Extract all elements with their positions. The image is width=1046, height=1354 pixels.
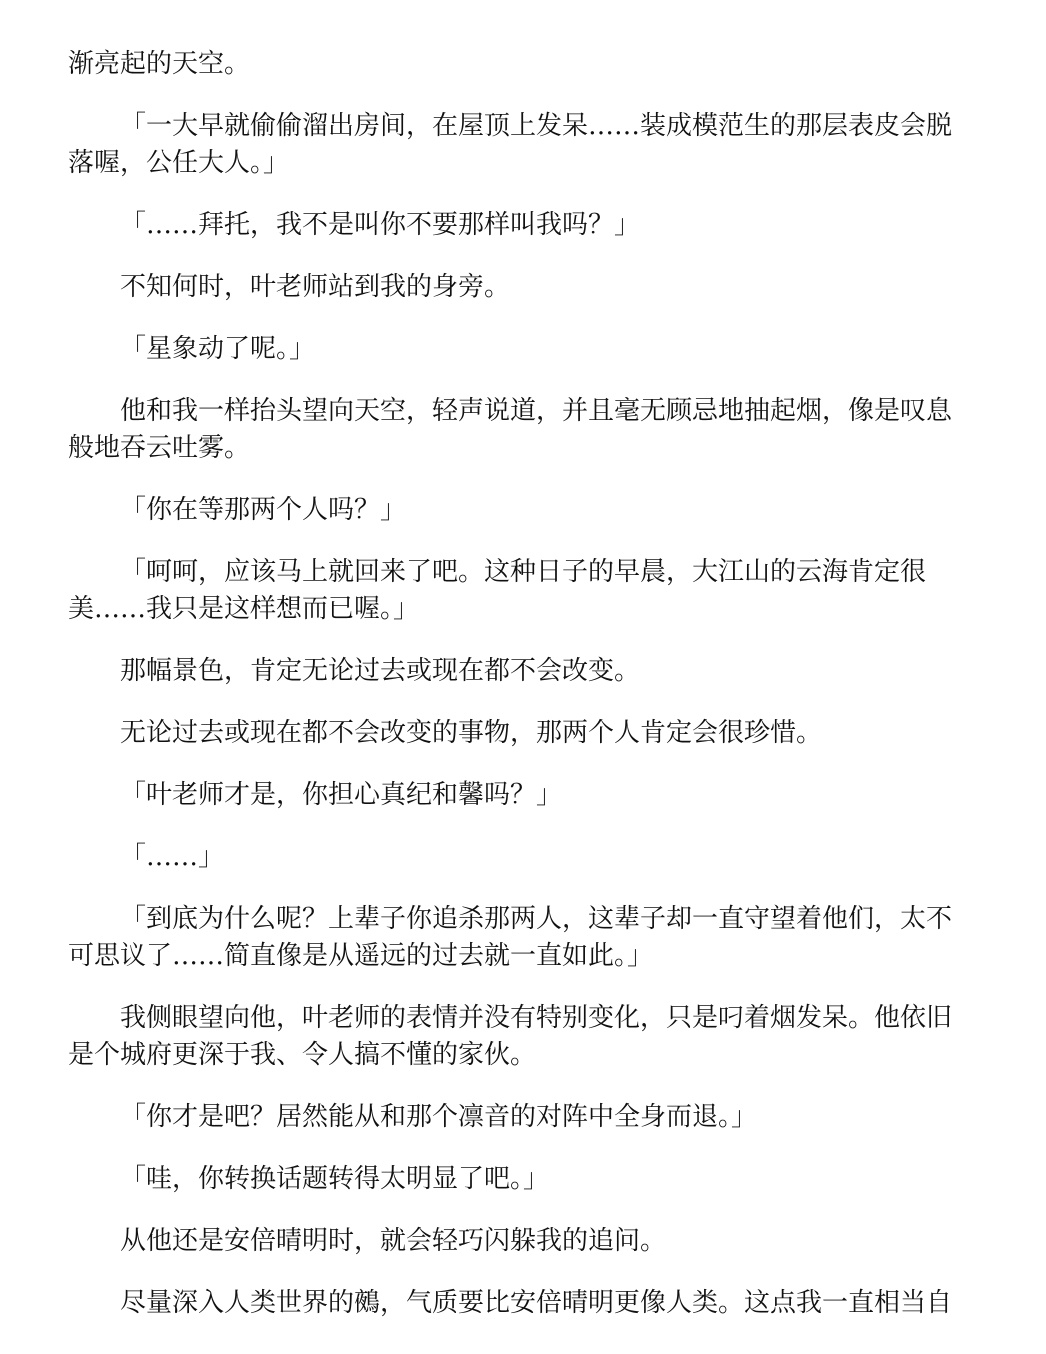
paragraph-2: 「一大早就偷偷溜出房间，在屋顶上发呆……装成模范生的那层表皮会脱落喔，公任大人。」: [68, 111, 953, 178]
paragraph-5: 「星象动了呢。」: [120, 334, 316, 364]
paragraph-14: 我侧眼望向他，叶老师的表情并没有特别变化，只是叼着烟发呆。他依旧是个城府更深于我、令人搞不懂的家伙。: [68, 1003, 953, 1070]
paragraph-6: 他和我一样抬头望向天空，轻声说道，并且毫无顾忌地抽起烟，像是叹息般地吞云吐雾。: [68, 396, 953, 463]
paragraph-1: 渐亮起的天空。: [68, 49, 251, 79]
paragraph-10: 无论过去或现在都不会改变的事物，那两个人肯定会很珍惜。: [120, 718, 823, 748]
paragraph-17: 从他还是安倍晴明时，就会轻巧闪躲我的追问。: [120, 1226, 667, 1256]
paragraph-18: 尽量深入人类世界的鵺，气质要比安倍晴明更像人类。这点我一直相当自: [120, 1288, 953, 1318]
paragraph-11: 「叶老师才是，你担心真纪和馨吗？」: [120, 780, 563, 810]
paragraph-9: 那幅景色，肯定无论过去或现在都不会改变。: [120, 656, 641, 686]
paragraph-3: 「……拜托，我不是叫你不要那样叫我吗？」: [120, 210, 641, 240]
paragraph-4: 不知何时，叶老师站到我的身旁。: [120, 272, 511, 302]
paragraph-16: 「哇，你转换话题转得太明显了吧。」: [120, 1164, 550, 1194]
paragraph-15: 「你才是吧？居然能从和那个凛音的对阵中全身而退。」: [120, 1102, 758, 1132]
paragraph-8: 「呵呵，应该马上就回来了吧。这种日子的早晨，大江山的云海肯定很美……我只是这样想而已喔。」: [68, 557, 927, 624]
paragraph-12: 「……」: [120, 842, 225, 872]
paragraph-13: 「到底为什么呢？上辈子你追杀那两人，这辈子却一直守望着他们，太不可思议了……简直像是从遥远的过去就一直如此。」: [68, 904, 953, 971]
paragraph-7: 「你在等那两个人吗？」: [120, 495, 407, 525]
